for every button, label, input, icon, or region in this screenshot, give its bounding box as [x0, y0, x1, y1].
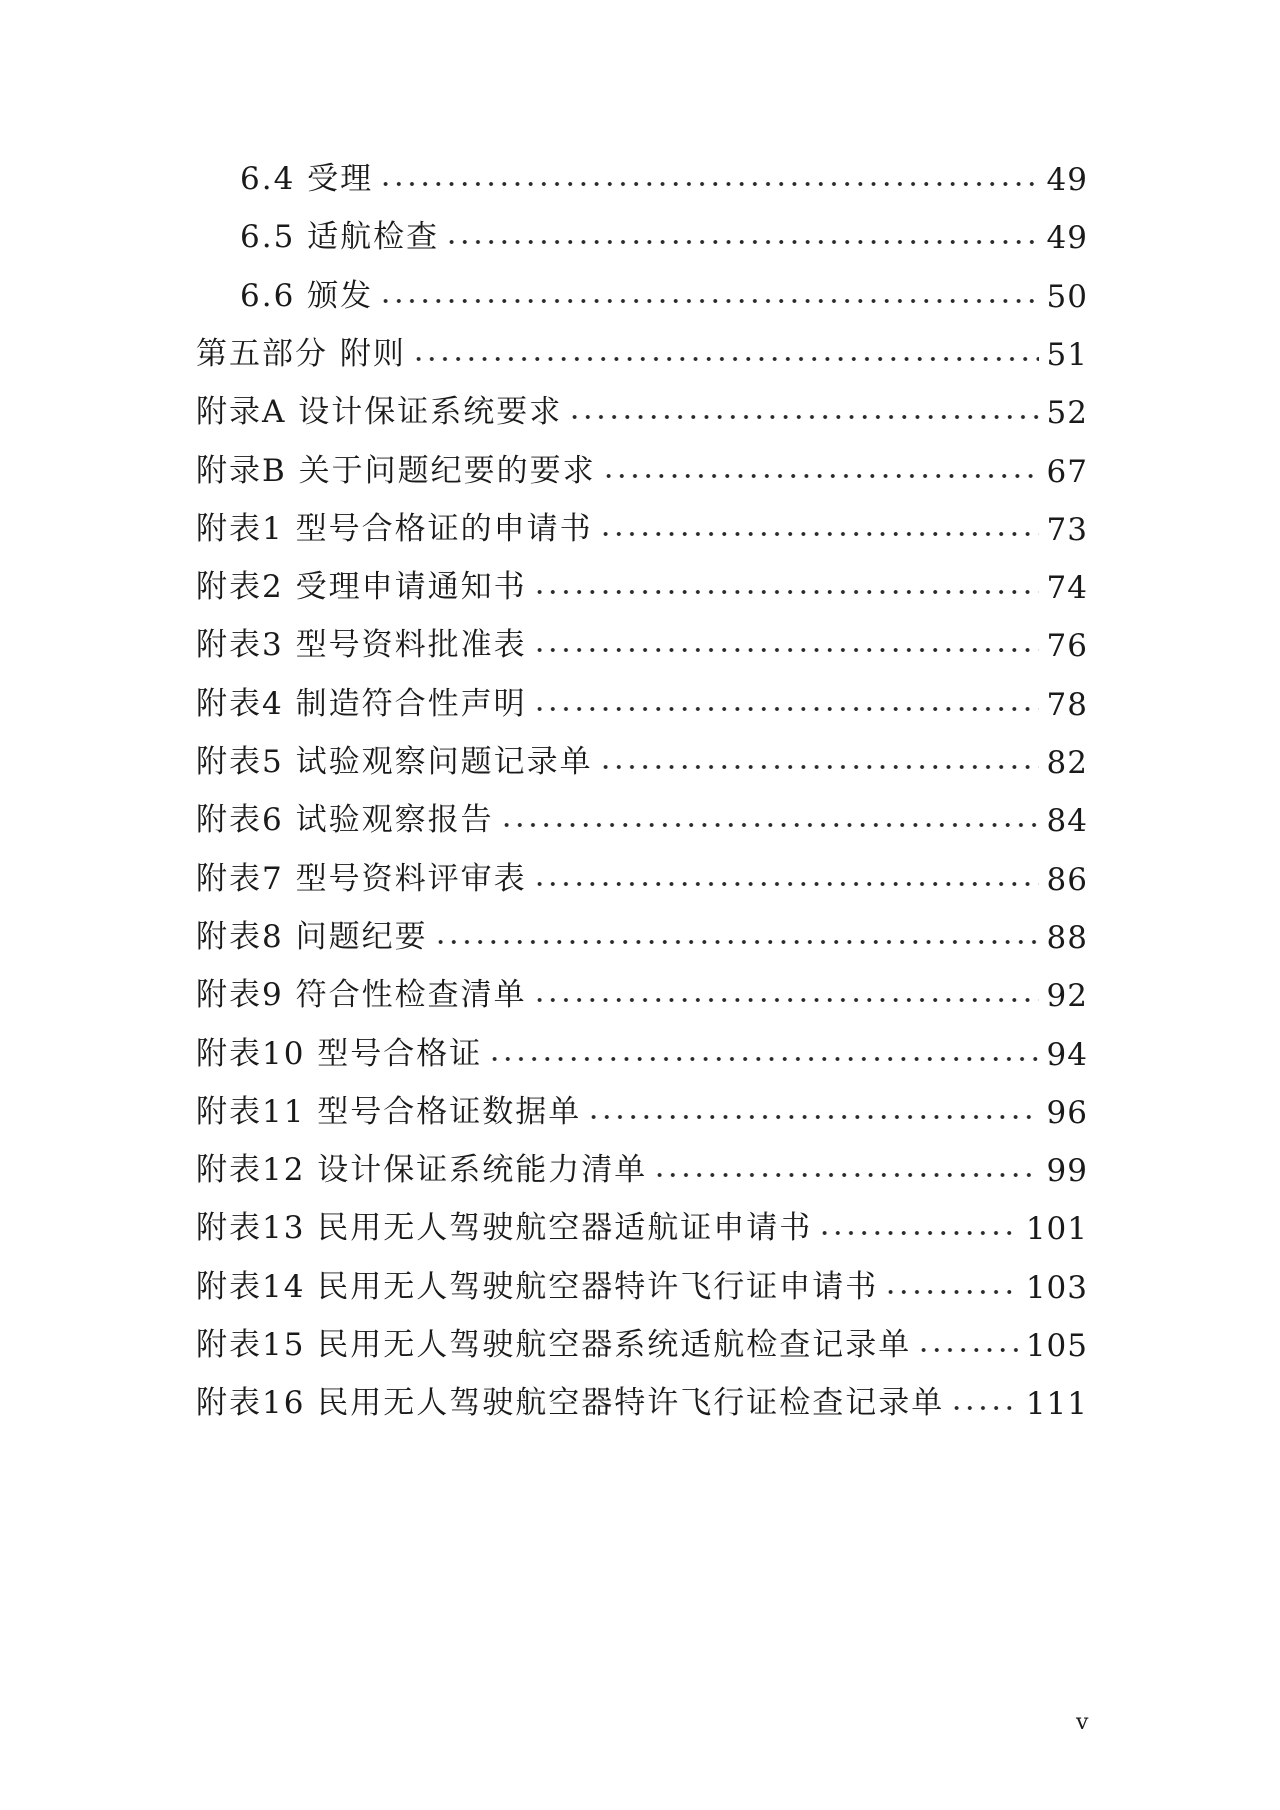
toc-entry-label: 附表9 符合性检查清单: [196, 977, 527, 1013]
toc-entry: [196, 446, 1088, 490]
toc-leader-dots: [445, 238, 1038, 246]
toc-leader-dots: [950, 1404, 1018, 1412]
toc-entry: [196, 1203, 1088, 1247]
toc-leader-dots: [587, 1113, 1038, 1121]
toc-entry-page: 99: [1046, 1153, 1088, 1189]
toc-entry-label: 附表5 试验观察问题记录单: [196, 744, 593, 780]
toc-entry-label: 6.4 受理: [240, 161, 374, 197]
toc-leader-dots: [533, 646, 1039, 654]
toc-entry-page: 74: [1046, 570, 1088, 606]
toc-leader-dots: [500, 821, 1039, 829]
toc-leader-dots: [599, 763, 1039, 771]
toc-leader-dots: [884, 1288, 1018, 1296]
toc-entry-label: 第五部分 附则: [196, 336, 406, 372]
toc-entry: [196, 1145, 1088, 1189]
toc-leader-dots: [533, 880, 1039, 888]
toc-entry-label: 附表8 问题纪要: [196, 919, 428, 955]
toc-leader-dots: [488, 1055, 1038, 1063]
toc-entry: [196, 1378, 1088, 1422]
toc-entry-label: 附表1 型号合格证的申请书: [196, 511, 593, 547]
toc-entry: [196, 912, 1088, 956]
toc-entry-label: 附表10 型号合格证: [196, 1036, 483, 1072]
toc-entry-page: 101: [1025, 1211, 1088, 1247]
toc-leader-dots: [917, 1346, 1018, 1354]
toc-leader-dots: [533, 996, 1039, 1004]
toc-entry-page: 76: [1046, 628, 1088, 664]
toc-entry-label: 附表3 型号资料批准表: [196, 627, 527, 663]
toc-entry-page: 84: [1046, 803, 1088, 839]
toc-entry: [196, 620, 1088, 664]
toc-entry-page: 105: [1025, 1328, 1088, 1364]
toc-entry-page: 111: [1025, 1386, 1088, 1422]
toc-entry-page: 94: [1046, 1037, 1088, 1073]
toc-entry-label: 附录B 关于问题纪要的要求: [196, 453, 596, 489]
toc-leader-dots: [568, 413, 1038, 421]
toc-entry: [196, 854, 1088, 898]
toc-entry-page: 78: [1046, 687, 1088, 723]
toc-entry: [240, 154, 1088, 198]
toc-leader-dots: [602, 472, 1039, 480]
toc-entry: [196, 387, 1088, 431]
toc-leader-dots: [599, 530, 1039, 538]
toc-entry: [196, 1320, 1088, 1364]
toc-entry: [196, 562, 1088, 606]
toc-entry-page: 96: [1046, 1095, 1088, 1131]
toc-entry: [196, 504, 1088, 548]
toc-entry-page: 86: [1046, 862, 1088, 898]
toc-entry: [196, 329, 1088, 373]
toc-entry-label: 附表6 试验观察报告: [196, 802, 494, 838]
toc-entry-page: 82: [1046, 745, 1088, 781]
toc-entry: [196, 970, 1088, 1014]
toc-leader-dots: [379, 297, 1038, 305]
toc-entry: [196, 1262, 1088, 1306]
toc-entry-page: 52: [1046, 395, 1088, 431]
toc-entry-label: 6.6 颁发: [240, 278, 374, 314]
toc-leader-dots: [653, 1171, 1038, 1179]
toc-entry: [196, 1029, 1088, 1073]
toc-entry-label: 附表16 民用无人驾驶航空器特许飞行证检查记录单: [196, 1385, 945, 1421]
toc-leader-dots: [533, 705, 1039, 713]
toc-entry-label: 6.5 适航检查: [240, 219, 440, 255]
toc-entry-label: 附表4 制造符合性声明: [196, 686, 527, 722]
toc-entry: [240, 212, 1088, 256]
toc-entry: [196, 679, 1088, 723]
toc-entry-page: 88: [1046, 920, 1088, 956]
toc-entry-label: 附表7 型号资料评审表: [196, 861, 527, 897]
toc-entry: [240, 271, 1088, 315]
toc-entry-label: 附表2 受理申请通知书: [196, 569, 527, 605]
toc-entry-label: 附录A 设计保证系统要求: [196, 394, 563, 430]
toc-entry-label: 附表11 型号合格证数据单: [196, 1094, 582, 1130]
toc-entry-label: 附表12 设计保证系统能力清单: [196, 1152, 648, 1188]
toc-entry-page: 50: [1046, 279, 1088, 315]
toc-entry-page: 67: [1046, 454, 1088, 490]
toc-entry-label: 附表14 民用无人驾驶航空器特许飞行证申请书: [196, 1269, 879, 1305]
toc-entry-page: 51: [1046, 337, 1088, 373]
toc-leader-dots: [412, 355, 1039, 363]
toc-entry-label: 附表15 民用无人驾驶航空器系统适航检查记录单: [196, 1327, 912, 1363]
toc-entry-page: 103: [1025, 1270, 1088, 1306]
toc-leader-dots: [379, 180, 1038, 188]
toc-leader-dots: [533, 588, 1039, 596]
toc-entry-label: 附表13 民用无人驾驶航空器适航证申请书: [196, 1210, 813, 1246]
toc-entry-page: 49: [1046, 220, 1088, 256]
toc-entry-page: 92: [1046, 978, 1088, 1014]
page-number: v: [1076, 1710, 1089, 1735]
toc-leader-dots: [818, 1229, 1018, 1237]
toc-entry-page: 73: [1046, 512, 1088, 548]
toc-entry-page: 49: [1046, 162, 1088, 198]
toc-entry: [196, 1087, 1088, 1131]
toc-leader-dots: [434, 938, 1039, 946]
toc-entry: [196, 737, 1088, 781]
toc-entry: [196, 795, 1088, 839]
